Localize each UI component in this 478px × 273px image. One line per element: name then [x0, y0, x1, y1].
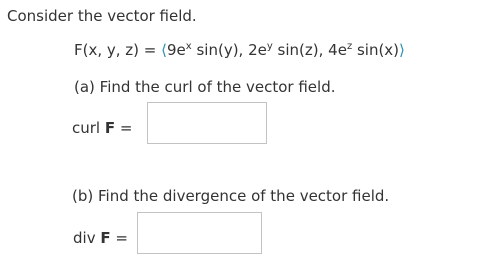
divergence-label: [73, 228, 128, 248]
component-1-coefficient: 9e: [167, 41, 186, 59]
curl-label-equals: =: [115, 119, 133, 137]
open-angle-bracket: ⟨: [161, 41, 167, 59]
component-2-coefficient: 2e: [248, 41, 267, 59]
field-lhs: F(x, y, z) =: [74, 41, 162, 59]
vector-field-definition: [74, 40, 405, 60]
curl-label: [72, 118, 132, 138]
part-a-question: (a) Find the curl of the vector field.: [74, 78, 336, 96]
component-3-trig: sin(x): [352, 41, 400, 59]
divergence-label-prefix: div: [73, 229, 101, 247]
curl-label-vector: F: [104, 119, 116, 137]
divergence-label-vector: F: [100, 229, 111, 247]
problem-intro: Consider the vector field.: [7, 7, 197, 25]
divergence-answer-input[interactable]: [137, 212, 262, 254]
component-2-exponent: y: [266, 41, 273, 52]
divergence-label-equals: =: [110, 229, 128, 247]
component-3-coefficient: 4e: [328, 41, 347, 59]
close-angle-bracket: ⟩: [399, 41, 405, 59]
component-1-exponent: x: [185, 41, 192, 52]
curl-label-prefix: curl: [72, 119, 105, 137]
part-b-question: (b) Find the divergence of the vector field.: [72, 187, 390, 205]
curl-answer-input[interactable]: [147, 102, 267, 144]
component-2-trig: sin(z),: [272, 41, 329, 59]
component-3-exponent: z: [346, 41, 353, 52]
component-1-trig: sin(y),: [191, 41, 249, 59]
